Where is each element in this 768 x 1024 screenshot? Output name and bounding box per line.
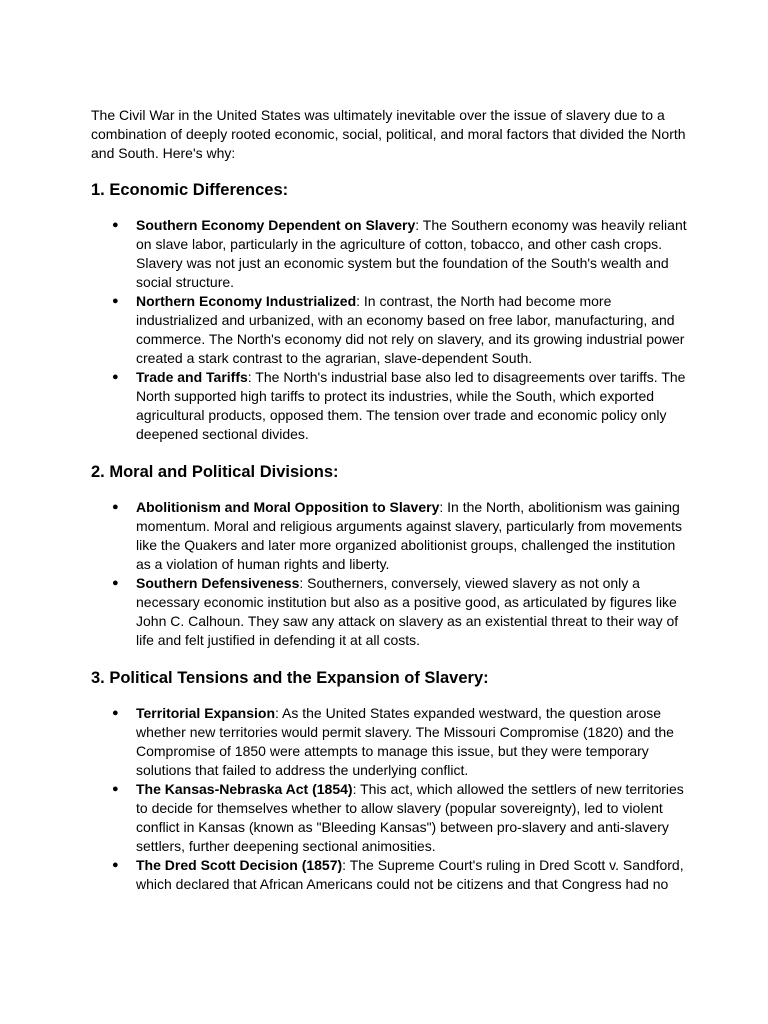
item-term: Northern Economy Industrialized (136, 293, 357, 309)
item-text: : As the United States expanded westward, the question arose whether new territories would permit slavery. The Missouri Compromise (1820) and the Compromise of 1850 were attempts to manage this issue, but they were temporary solutions that failed to address the underlying conflict. (136, 705, 674, 778)
bullet-list-moral-political (91, 498, 691, 650)
bullet-list-political-tensions (91, 704, 691, 894)
bullet-icon: ● (112, 295, 119, 307)
list-item (91, 498, 691, 574)
item-text: : The North's industrial base also led to disagreements over tariffs. The North supported high tariffs to protect its industries, while the South, which exported agricultural products, opposed them. The tension over trade and economic policy only deepened sectional divides. (136, 369, 686, 442)
item-term: Trade and Tariffs (136, 369, 248, 385)
bullet-icon: ● (112, 707, 119, 719)
list-item (91, 574, 691, 650)
item-term: The Dred Scott Decision (1857) (136, 857, 343, 873)
item-term: Territorial Expansion (136, 705, 275, 721)
item-term: The Kansas-Nebraska Act (1854) (136, 781, 353, 797)
item-text: : Southerners, conversely, viewed slavery as not only a necessary economic institution but also as a positive good, as articulated by figures like John C. Calhoun. They saw any attack on slavery as an existential threat to their way of life and felt justified in defending it at all costs. (136, 575, 679, 648)
item-term: Southern Defensiveness (136, 575, 300, 591)
section-heading-economic: 1. Economic Differences: (91, 181, 289, 199)
list-item (91, 780, 691, 856)
bullet-icon: ● (112, 577, 119, 589)
item-text: : The Southern economy was heavily reliant on slave labor, particularly in the agriculture of cotton, tobacco, and other cash crops. Slavery was not just an economic system but the foundation of the South's wealth and social structure. (136, 217, 687, 290)
list-item (91, 292, 691, 368)
list-item (91, 856, 691, 894)
list-item (91, 368, 691, 444)
item-term: Southern Economy Dependent on Slavery (136, 217, 416, 233)
item-text: : The Supreme Court's ruling in Dred Scott v. Sandford, which declared that African Americans could not be citizens and that Congress had no (136, 857, 684, 892)
bullet-icon: ● (112, 501, 119, 513)
list-item (91, 216, 691, 292)
item-term: Abolitionism and Moral Opposition to Slavery (136, 499, 440, 515)
item-text: : In contrast, the North had become more industrialized and urbanized, with an economy based on free labor, manufacturing, and commerce. The North's economy did not rely on slavery, and its growing industrial power created a stark contrast to the agrarian, slave-dependent South. (136, 293, 685, 366)
bullet-icon: ● (112, 783, 119, 795)
bullet-list-economic (91, 216, 691, 444)
intro-paragraph: The Civil War in the United States was ultimately inevitable over the issue of slavery due to a combination of deeply rooted economic, social, political, and moral factors that divided the North and South. Here's why: (91, 107, 686, 161)
list-item (91, 704, 691, 780)
section-heading-political-tensions: 3. Political Tensions and the Expansion of Slavery: (91, 669, 489, 687)
bullet-icon: ● (112, 371, 119, 383)
item-text: : This act, which allowed the settlers of new territories to decide for themselves whether to allow slavery (popular sovereignty), led to violent conflict in Kansas (known as "Bleeding Kansas") between pro-slavery and anti-slavery settlers, further deepening sectional animosities. (136, 781, 684, 854)
bullet-icon: ● (112, 859, 119, 871)
bullet-icon: ● (112, 219, 119, 231)
section-heading-moral-political: 2. Moral and Political Divisions: (91, 463, 339, 481)
item-text: : In the North, abolitionism was gaining momentum. Moral and religious arguments against slavery, particularly from movements like the Quakers and later more organized abolitionist groups, challenged the institution as a violation of human rights and liberty. (136, 499, 682, 572)
document-page (91, 106, 691, 894)
